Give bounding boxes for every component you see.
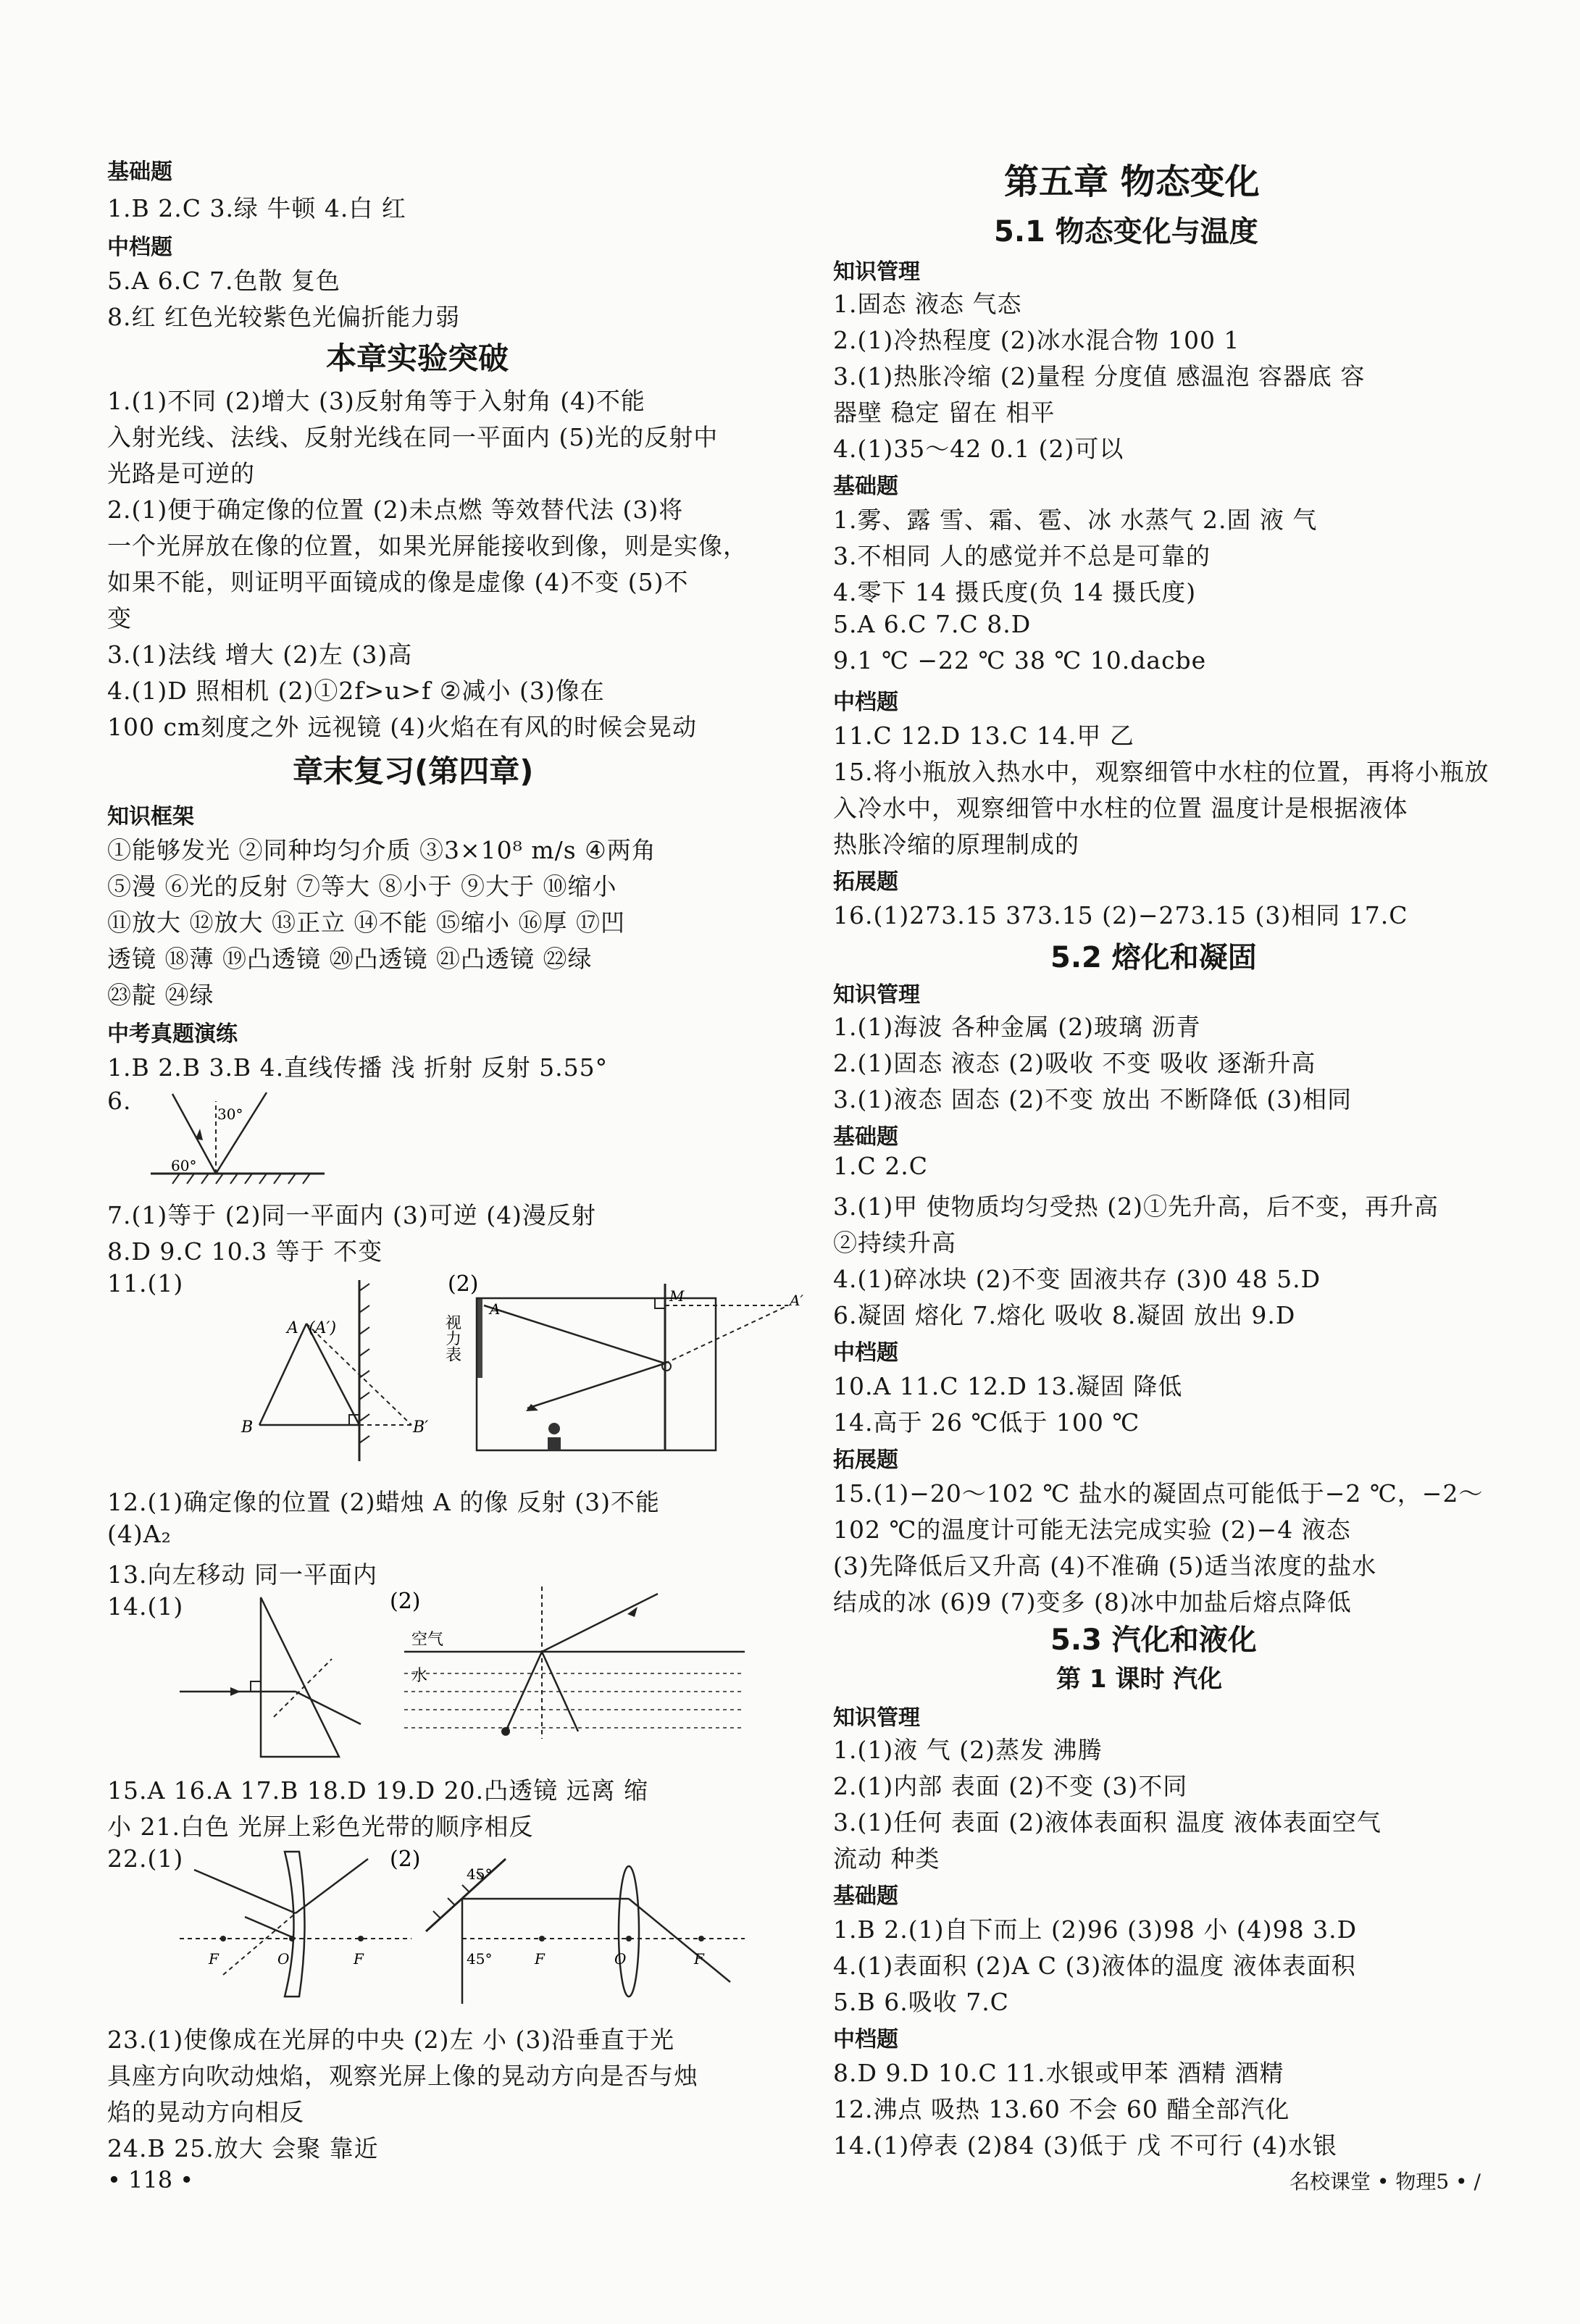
optic-center-label: O [277, 1950, 290, 1968]
section-title: 5.1 物态变化与温度 [994, 215, 1258, 248]
knowledge-heading: 知识管理 [833, 982, 920, 1008]
answer-line: 11.C 12.D 13.C 14.甲 乙 [833, 722, 1134, 750]
answer-line: 1.B 2.B 3.B 4.直线传播 浅 折射 反射 5.55° [107, 1053, 609, 1082]
extension-heading: 拓展题 [833, 1447, 898, 1473]
answer-line: (3)先降低后又升高 (4)不准确 (5)适当浓度的盐水 [833, 1552, 1377, 1580]
answer-line: 12.(1)确定像的位置 (2)蜡烛 A 的像 反射 (3)不能 [107, 1488, 660, 1516]
answer-line: 1.B 2.C 3.绿 牛顿 4.白 红 [107, 194, 406, 222]
frame-heading: 知识框架 [107, 804, 194, 829]
answer-line: 1.固态 液态 气态 [833, 290, 1022, 318]
q14-label: 14.(1) [107, 1592, 184, 1621]
answer-line: 23.(1)使像成在光屏的中央 (2)左 小 (3)沿垂直于光 [107, 2026, 675, 2054]
point-label: (A′) [309, 1319, 337, 1337]
answer-line: 1.(1)海波 各种金属 (2)玻璃 沥青 [833, 1013, 1201, 1041]
answer-line: 8.D 9.C 10.3 等于 不变 [107, 1237, 383, 1266]
q11-label: 11.(1) [107, 1269, 184, 1297]
answer-line: 15.将小瓶放入热水中，观察细管中水柱的位置，再将小瓶放 [833, 758, 1489, 786]
basic-heading: 基础题 [833, 474, 898, 499]
q22-label: 22.(1) [107, 1844, 184, 1873]
answer-line: 7.(1)等于 (2)同一平面内 (3)可逆 (4)漫反射 [107, 1201, 596, 1229]
footer-label: 名校课堂 • 物理5 • / [1290, 2170, 1481, 2194]
answer-line: ⑤漫 ⑥光的反射 ⑦等大 ⑧小于 ⑨大于 ⑩缩小 [107, 872, 617, 900]
medium-label: 水 [411, 1667, 428, 1685]
medium-label: 空气 [411, 1631, 444, 1649]
answer-line: ㉓靛 ㉔绿 [107, 981, 214, 1009]
answer-line: 12.沸点 吸热 13.60 不会 60 醋全部汽化 [833, 2095, 1290, 2123]
answer-line: 16.(1)273.15 373.15 (2)−273.15 (3)相同 17.C [833, 901, 1408, 929]
focus-label: F [209, 1950, 219, 1968]
q6-reflection-diagram [136, 1087, 325, 1195]
answer-line: 热胀冷缩的原理制成的 [833, 830, 1079, 858]
answer-line: 如果不能，则证明平面镜成的像是虚像 (4)不变 (5)不 [107, 568, 689, 596]
review-title: 章末复习(第四章) [293, 753, 534, 789]
basic-heading: 基础题 [107, 159, 172, 185]
answer-line: 流动 种类 [833, 1844, 940, 1873]
q22-diagrams [180, 1844, 759, 2011]
point-label: A′ [790, 1292, 803, 1309]
focus-label: F [694, 1950, 704, 1968]
angle-label: 45° [467, 1865, 493, 1883]
angle-label: 45° [467, 1950, 493, 1968]
q22-sub-label: (2) [390, 1847, 421, 1872]
answer-line: 3.(1)甲 使物质均匀受热 (2)①先升高，后不变，再升高 [833, 1192, 1439, 1221]
basic-heading: 基础题 [833, 1884, 898, 1909]
experiment-title: 本章实验突破 [326, 340, 509, 376]
answer-line: 4.(1)D 照相机 (2)①2f>u>f ②减小 (3)像在 [107, 677, 605, 705]
answer-line: (4)A₂ [107, 1520, 172, 1548]
basic-heading: 基础题 [833, 1124, 898, 1150]
answer-line: 15.(1)−20～102 ℃ 盐水的凝固点可能低于−2 ℃，−2～ [833, 1479, 1484, 1508]
page-number: • 118 • [107, 2166, 194, 2194]
answer-line: ⑪放大 ⑫放大 ⑬正立 ⑭不能 ⑮缩小 ⑯厚 ⑰凹 [107, 908, 625, 937]
answer-line: 24.B 25.放大 会聚 靠近 [107, 2134, 379, 2162]
section-title: 5.3 汽化和液化 [1050, 1623, 1257, 1657]
answer-line: 1.雾、露 雪、霜、雹、冰 水蒸气 2.固 液 气 [833, 506, 1318, 534]
answer-line: 2.(1)固态 液态 (2)吸收 不变 吸收 逐渐升高 [833, 1049, 1316, 1077]
optic-center-label: O [614, 1950, 627, 1968]
knowledge-heading: 知识管理 [833, 259, 920, 285]
angle-label: 60° [171, 1157, 197, 1174]
answer-line: 3.(1)液态 固态 (2)不变 放出 不断降低 (3)相同 [833, 1085, 1353, 1113]
answer-line: 14.(1)停表 (2)84 (3)低于 戊 不可行 (4)水银 [833, 2131, 1337, 2160]
answer-line: 8.红 红色光较紫色光偏折能力弱 [107, 303, 460, 331]
answer-line: 4.零下 14 摄氏度(负 14 摄氏度) [833, 578, 1197, 606]
answer-line: 入射光线、法线、反射光线在同一平面内 (5)光的反射中 [107, 423, 719, 451]
answer-line: 3.(1)热胀冷缩 (2)量程 分度值 感温泡 容器底 容 [833, 362, 1366, 390]
answer-line: 1.C 2.C [833, 1152, 928, 1180]
section-title: 5.2 熔化和凝固 [1050, 941, 1257, 974]
knowledge-heading: 知识管理 [833, 1705, 920, 1731]
point-label: M [669, 1287, 685, 1305]
answer-line: 焰的晃动方向相反 [107, 2098, 304, 2126]
answer-line: 6.凝固 熔化 7.熔化 吸收 8.凝固 放出 9.D [833, 1301, 1296, 1329]
answer-line: 2.(1)便于确定像的位置 (2)未点燃 等效替代法 (3)将 [107, 496, 684, 524]
answer-line: 入冷水中，观察细管中水柱的位置 温度计是根据液体 [833, 794, 1408, 822]
q6-label: 6. [107, 1087, 132, 1115]
point-label: A [287, 1319, 298, 1337]
focus-label: F [354, 1950, 364, 1968]
angle-label: 30° [217, 1105, 243, 1123]
q14-diagrams [180, 1587, 759, 1768]
q11-sub-label: (2) [448, 1271, 479, 1297]
eye-chart-label: 视力表 [443, 1314, 461, 1362]
answer-line: 2.(1)内部 表面 (2)不变 (3)不同 [833, 1772, 1188, 1800]
answer-line: 9.1 ℃ −22 ℃ 38 ℃ 10.dacbe [833, 646, 1207, 674]
answer-line: 透镜 ⑱薄 ⑲凸透镜 ⑳凸透镜 ㉑凸透镜 ㉒绿 [107, 945, 593, 973]
answer-line: 10.A 11.C 12.D 13.凝固 降低 [833, 1372, 1183, 1400]
extension-heading: 拓展题 [833, 869, 898, 895]
chapter-title: 第五章 物态变化 [1004, 162, 1260, 202]
answer-line: 5.A 6.C 7.色散 复色 [107, 267, 341, 295]
answer-line: 4.(1)表面积 (2)A C (3)液体的温度 液体表面积 [833, 1952, 1356, 1980]
answer-line: 具座方向吹动烛焰，观察光屏上像的晃动方向是否与烛 [107, 2062, 698, 2090]
answer-line: 15.A 16.A 17.B 18.D 19.D 20.凸透镜 远离 缩 [107, 1776, 649, 1805]
answer-line: 一个光屏放在像的位置，如果光屏能接收到像，则是实像， [107, 532, 748, 560]
answer-line: 器壁 稳定 留在 相平 [833, 398, 1056, 427]
answer-line: 4.(1)碎冰块 (2)不变 固液共存 (3)0 48 5.D [833, 1265, 1321, 1293]
point-label: B′ [413, 1418, 429, 1437]
exam-heading: 中考真题演练 [107, 1021, 238, 1047]
answer-line: 102 ℃的温度计可能无法完成实验 (2)−4 液态 [833, 1516, 1351, 1544]
point-label: B [241, 1418, 254, 1437]
lesson-title: 第 1 课时 汽化 [1056, 1665, 1223, 1694]
answer-line: 光路是可逆的 [107, 459, 255, 488]
answer-line: 1.(1)不同 (2)增大 (3)反射角等于入射角 (4)不能 [107, 387, 645, 415]
mid-heading: 中档题 [833, 690, 898, 715]
answer-line: 1.(1)液 气 (2)蒸发 沸腾 [833, 1736, 1103, 1764]
answer-line: ①能够发光 ②同种均匀介质 ③3×10⁸ m/s ④两角 [107, 836, 656, 864]
answer-line: 变 [107, 604, 132, 632]
answer-line: 8.D 9.D 10.C 11.水银或甲苯 酒精 酒精 [833, 2059, 1284, 2087]
answer-line: 14.高于 26 ℃低于 100 ℃ [833, 1408, 1140, 1437]
mid-heading: 中档题 [833, 2027, 898, 2052]
answer-line: 3.(1)任何 表面 (2)液体表面积 温度 液体表面空气 [833, 1808, 1382, 1836]
answer-line: 100 cm刻度之外 远视镜 (4)火焰在有风的时候会晃动 [107, 713, 697, 741]
answer-line: 结成的冰 (6)9 (7)变多 (8)冰中加盐后熔点降低 [833, 1588, 1352, 1616]
q11-diagrams [165, 1269, 803, 1479]
answer-line: 4.(1)35～42 0.1 (2)可以 [833, 435, 1124, 463]
answer-line: 小 21.白色 光屏上彩色光带的顺序相反 [107, 1813, 534, 1841]
answer-line: 3.(1)法线 增大 (2)左 (3)高 [107, 640, 413, 669]
answer-line: 2.(1)冷热程度 (2)冰水混合物 100 1 [833, 326, 1240, 354]
answer-line: 3.不相同 人的感觉并不总是可靠的 [833, 542, 1211, 570]
answer-line: 5.A 6.C 7.C 8.D [833, 610, 1032, 638]
answer-line: 1.B 2.(1)自下而上 (2)96 (3)98 小 (4)98 3.D [833, 1915, 1358, 1944]
mid-heading: 中档题 [833, 1340, 898, 1366]
focus-label: F [535, 1950, 545, 1968]
answer-line: 13.向左移动 同一平面内 [107, 1560, 377, 1589]
answer-line: 5.B 6.吸收 7.C [833, 1988, 1009, 2016]
point-label: A [490, 1300, 501, 1318]
answer-line: ②持续升高 [833, 1229, 956, 1257]
mid-heading: 中档题 [107, 235, 172, 260]
q14-sub-label: (2) [390, 1589, 421, 1614]
